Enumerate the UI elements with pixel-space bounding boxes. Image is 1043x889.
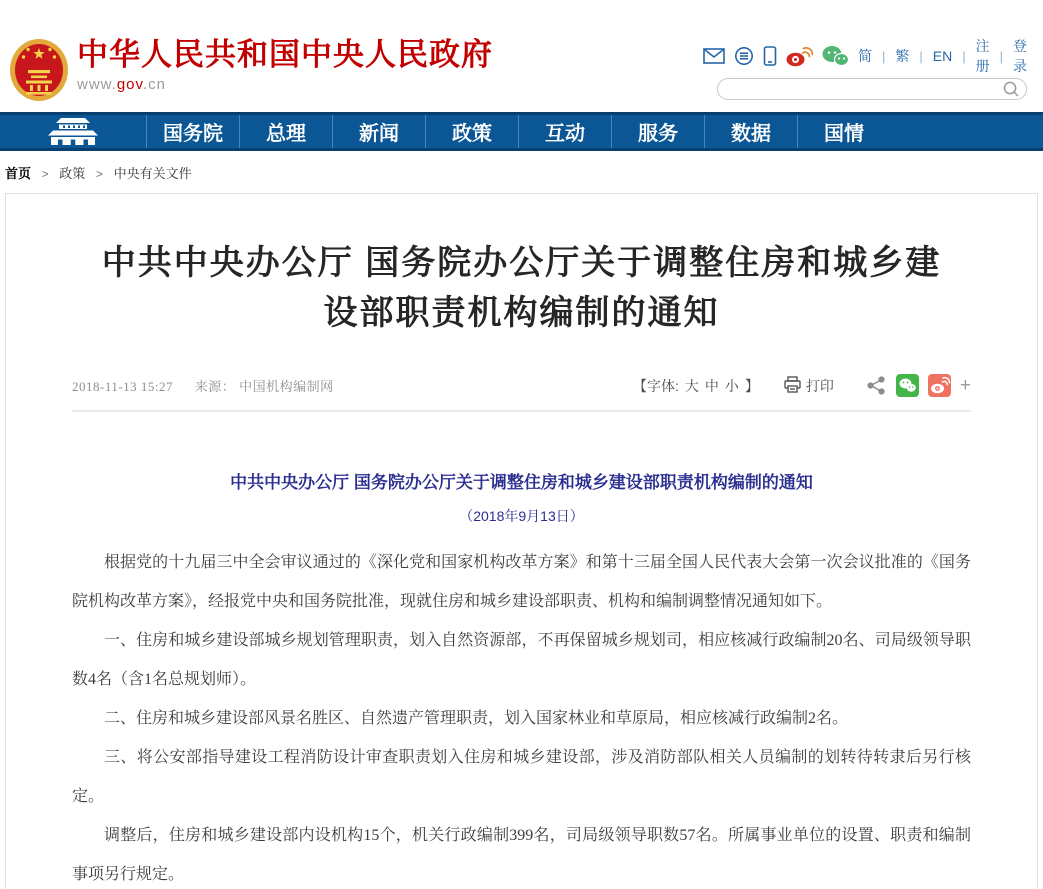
- search-input[interactable]: [730, 80, 1002, 98]
- weibo-icon[interactable]: [786, 45, 813, 67]
- nav-item-interaction[interactable]: 互动: [518, 112, 611, 151]
- home-tiananmen-icon[interactable]: [0, 112, 146, 151]
- article-container: [5, 193, 1038, 889]
- document-date: （2018年9月13日）: [459, 508, 584, 524]
- page-title: 中共中央办公厅 国务院办公厅关于调整住房和城乡建设部职责机构编制的通知: [101, 244, 942, 332]
- lang-simplified-link[interactable]: 简: [857, 48, 872, 64]
- article-meta: [72, 374, 971, 397]
- printer-icon: [783, 376, 802, 396]
- search-icon[interactable]: [1002, 80, 1020, 98]
- font-size-widget: [633, 376, 759, 396]
- nav-filler: [890, 112, 1043, 151]
- document-title: 中共中央办公厅 国务院办公厅关于调整住房和城乡建设部职责机构编制的通知: [230, 473, 813, 492]
- site-header: [0, 0, 1043, 112]
- article-paragraph: 调整后，住房和城乡建设部内设机构15个，机关行政编制399名，司局级领导职数57名。所属事业单位的设置、职责和编制事项另行规定。: [72, 827, 971, 883]
- article-paragraph: 一、住房和城乡建设部城乡规划管理职责，划入自然资源部，不再保留城乡规划司，相应核减行政编制20名、司局级领导职数4名（含1名总规划师）。: [72, 632, 971, 688]
- link-separator: |: [999, 48, 1003, 64]
- nav-item-premier[interactable]: 总理: [239, 112, 332, 151]
- article-paragraph: 二、住房和城乡建设部风景名胜区、自然遗产管理职责，划入国家林业和草原局，相应核减行政编制2名。: [104, 710, 849, 727]
- meta-divider: [72, 410, 971, 412]
- weibo-share-icon[interactable]: [928, 374, 951, 397]
- link-separator: |: [919, 48, 923, 64]
- article-paragraph: 三、将公安部指导建设工程消防设计审查职责划入住房和城乡建设部，涉及消防部队相关人员编制的划转待转隶后另行核定。: [72, 749, 971, 805]
- breadcrumb-separator: >: [95, 167, 103, 181]
- wechat-icon[interactable]: [822, 45, 849, 67]
- publish-datetime: 2018-11-13 15:27: [72, 379, 174, 394]
- source-name: 中国机构编制网: [239, 379, 334, 394]
- mail-icon[interactable]: [703, 48, 725, 64]
- site-url: [77, 76, 493, 93]
- font-widget-suffix: 】: [744, 377, 759, 394]
- national-emblem-icon: [8, 37, 70, 108]
- breadcrumb-separator: >: [41, 167, 49, 181]
- lang-english-link[interactable]: EN: [932, 48, 953, 64]
- article-meta-left: [72, 376, 334, 395]
- utility-links: [717, 38, 1027, 74]
- wechat-share-icon[interactable]: [896, 374, 919, 397]
- nav-item-data[interactable]: 数据: [704, 112, 797, 151]
- site-brand: [8, 37, 493, 108]
- search-bar: [717, 78, 1027, 100]
- nav-item-policy[interactable]: 政策: [425, 112, 518, 151]
- share-group: [866, 374, 971, 397]
- font-size-large-button[interactable]: 大: [684, 377, 699, 394]
- main-nav: [0, 112, 1043, 151]
- register-link[interactable]: 注册: [975, 38, 990, 74]
- login-link[interactable]: 登录: [1013, 38, 1027, 74]
- share-icon[interactable]: [866, 375, 887, 396]
- font-widget-prefix: 【字体:: [633, 377, 679, 394]
- nav-item-state-council[interactable]: 国务院: [146, 112, 239, 151]
- site-url-cn: .cn: [142, 76, 166, 93]
- article-body: [72, 543, 971, 889]
- breadcrumb-home[interactable]: 首页: [5, 166, 32, 181]
- breadcrumb-current: 中央有关文件: [113, 166, 192, 181]
- font-size-medium-button[interactable]: 中: [704, 377, 719, 394]
- more-share-button[interactable]: +: [959, 375, 971, 396]
- print-label: 打印: [805, 377, 834, 394]
- breadcrumb: [0, 151, 1043, 193]
- nav-item-services[interactable]: 服务: [611, 112, 704, 151]
- site-url-gov: gov: [116, 76, 143, 93]
- message-icon[interactable]: [734, 46, 754, 66]
- nav-item-news[interactable]: 新闻: [332, 112, 425, 151]
- source-label: 来源：: [194, 379, 236, 394]
- nav-item-national-conditions[interactable]: 国情: [797, 112, 890, 151]
- font-size-small-button[interactable]: 小: [724, 377, 739, 394]
- breadcrumb-policy[interactable]: 政策: [59, 166, 86, 181]
- site-url-www: www.: [77, 76, 117, 93]
- link-separator: |: [881, 48, 886, 64]
- article-paragraph: 根据党的十九届三中全会审议通过的《深化党和国家机构改革方案》和第十三届全国人民代表大会第一次会议批准的《国务院机构改革方案》，经报党中央和国务院批准，现就住房和城乡建设部职责、机构和编制调整情况通知如下。: [72, 554, 971, 610]
- link-separator: |: [962, 48, 966, 64]
- lang-traditional-link[interactable]: 繁: [895, 48, 910, 64]
- print-button[interactable]: [783, 376, 834, 396]
- mobile-icon[interactable]: [763, 46, 777, 66]
- site-title: 中华人民共和国中央人民政府: [77, 37, 493, 72]
